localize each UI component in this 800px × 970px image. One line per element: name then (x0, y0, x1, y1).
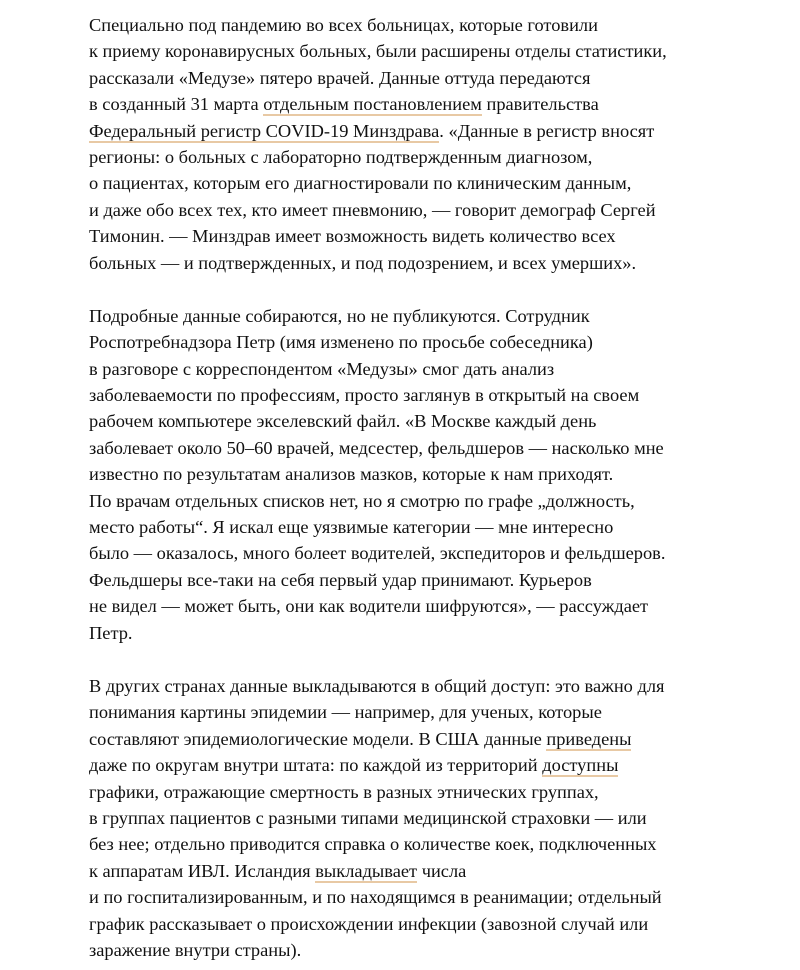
inline-link[interactable]: доступны (542, 755, 619, 776)
text-segment: больных — и подтвержденных, и под подозрением, и всех умерших». (89, 252, 637, 273)
text-segment: заражение внутри страны). (89, 939, 302, 960)
text-line (89, 250, 800, 276)
text-segment: без нее; отдельно приводится справка о количестве коек, подключенных (89, 834, 657, 855)
text-line (89, 831, 800, 857)
text-segment: . «Данные в регистр вносят (439, 120, 655, 141)
text-segment: и по госпитализированным, и по находящимся в реанимации; отдельный (89, 887, 662, 908)
text-segment: рабочем компьютере экселевский файл. «В Москве каждый день (89, 411, 597, 432)
text-segment: Петр. (89, 622, 133, 643)
article-paragraph (89, 673, 800, 963)
inline-link[interactable]: Федеральный регистр COVID-19 Минздрава (89, 120, 440, 141)
text-segment: к аппаратам ИВЛ. Исландия (89, 860, 316, 881)
text-line (89, 540, 800, 566)
text-segment: заболеваемости по профессиям, просто заглянув в открытый на своем (89, 385, 640, 406)
text-segment: заболевает около 50–60 врачей, медсестер, фельдшеров — насколько мне (89, 437, 664, 458)
text-segment: в группах пациентов с разными типами медицинской страховки — или (89, 807, 647, 828)
text-line (89, 144, 800, 170)
text-segment: Подробные данные собираются, но не публикуются. Сотрудник (89, 305, 590, 326)
text-line (89, 567, 800, 593)
text-line (89, 170, 800, 196)
text-line (89, 65, 800, 91)
text-line (89, 911, 800, 937)
text-line (89, 382, 800, 408)
text-line (89, 435, 800, 461)
text-segment: числа (417, 860, 467, 881)
text-segment: место работы“. Я искал еще уязвимые категории — мне интересно (89, 517, 614, 538)
text-line (89, 514, 800, 540)
text-segment: Фельдшеры все-таки на себя первый удар принимают. Курьеров (89, 569, 592, 590)
text-segment: регионы: о больных с лабораторно подтвержденным диагнозом, (89, 146, 593, 167)
text-segment: рассказали «Медузе» пятеро врачей. Данные оттуда передаются (89, 67, 591, 88)
text-segment: в разговоре с корреспондентом «Медузы» смог дать анализ (89, 358, 555, 379)
text-segment: график рассказывает о происхождении инфекции (завозной случай или (89, 913, 649, 934)
inline-link[interactable]: отдельным постановлением (263, 94, 482, 115)
text-segment: правительства (481, 94, 599, 115)
text-line (89, 779, 800, 805)
text-line (89, 356, 800, 382)
text-segment: Роспотребнадзора Петр (имя изменено по просьбе собеседника) (89, 332, 593, 353)
text-line (89, 408, 800, 434)
text-line (89, 12, 800, 38)
text-line (89, 197, 800, 223)
text-segment: было — оказалось, много болеет водителей, экспедиторов и фельдшеров. (89, 543, 666, 564)
text-segment: Тимонин. — Минздрав имеет возможность видеть количество всех (89, 226, 616, 247)
text-line (89, 488, 800, 514)
text-line (89, 699, 800, 725)
text-segment: Специально под пандемию во всех больницах, которые готовили (89, 15, 598, 35)
text-line (89, 223, 800, 249)
text-segment: даже по округам внутри штата: по каждой из территорий (89, 755, 543, 776)
text-segment: В других странах данные выкладываются в общий доступ: это важно для (89, 675, 665, 696)
text-line (89, 752, 800, 778)
text-line (89, 38, 800, 64)
text-segment: По врачам отдельных списков нет, но я смотрю по графе „должность, (89, 490, 635, 511)
text-segment: в созданный 31 марта (89, 94, 264, 115)
text-line (89, 329, 800, 355)
text-segment: к приему коронавирусных больных, были расширены отделы статистики, (89, 41, 667, 62)
text-line (89, 884, 800, 910)
text-line (89, 858, 800, 884)
text-line (89, 91, 800, 117)
text-segment: и даже обо всех тех, кто имеет пневмонию, — говорит демограф Сергей (89, 199, 656, 220)
inline-link[interactable]: приведены (546, 728, 632, 749)
text-line (89, 461, 800, 487)
text-segment: понимания картины эпидемии — например, для ученых, которые (89, 702, 602, 723)
article-paragraph (89, 12, 800, 276)
text-line (89, 303, 800, 329)
text-segment: известно по результатам анализов мазков, которые к нам приходят. (89, 464, 614, 485)
article-paragraph (89, 303, 800, 646)
text-segment: графики, отражающие смертность в разных этнических группах, (89, 781, 599, 802)
text-segment: составляют эпидемиологические модели. В США данные (89, 728, 547, 749)
text-line (89, 118, 800, 144)
text-line (89, 726, 800, 752)
inline-link[interactable]: выкладывает (315, 860, 418, 881)
text-line (89, 937, 800, 963)
text-line (89, 805, 800, 831)
text-line (89, 673, 800, 699)
text-segment: не видел — может быть, они как водители шифруются», — рассуждает (89, 596, 649, 617)
text-line (89, 593, 800, 619)
text-segment: о пациентах, которым его диагностировали по клиническим данным, (89, 173, 632, 194)
text-line (89, 620, 800, 646)
